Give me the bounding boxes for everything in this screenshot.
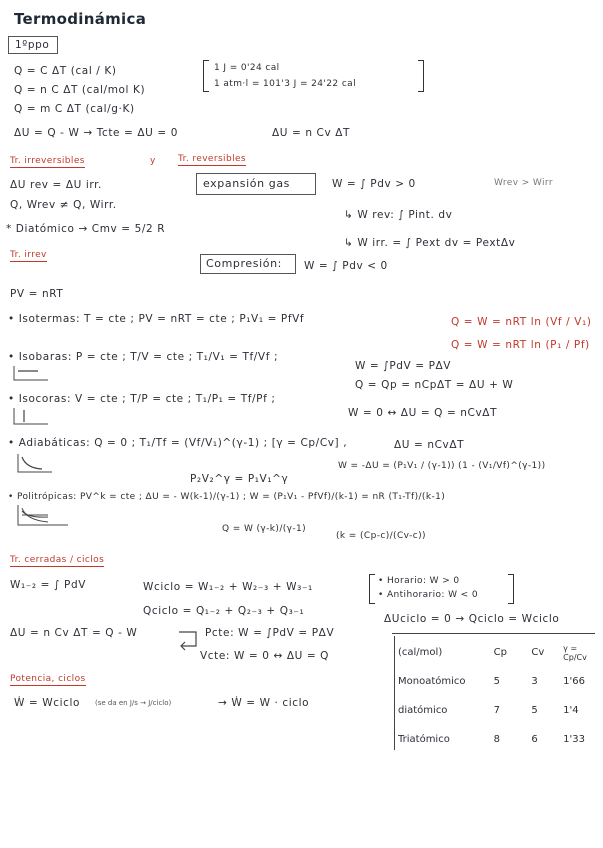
heading-irrev: Tr. irrev — [10, 250, 47, 260]
ideal-gas-law: PV = nRT — [10, 288, 64, 300]
compression-label: Compresión: — [206, 257, 282, 270]
heat-eq-2: Q = n C ΔT (cal/mol K) — [14, 84, 146, 96]
work-cycle: Wciclo = W₁₋₂ + W₂₋₃ + W₃₋₁ — [143, 581, 313, 593]
conversion-1: 1 J = 0'24 cal — [214, 63, 280, 73]
gamma-value: 1'4 — [563, 705, 579, 716]
cycle-bracket-left — [369, 574, 375, 604]
table-left-rule — [394, 636, 395, 750]
work-expansion: W = ∫ Pdv > 0 — [332, 178, 416, 190]
du-rev-irr: ΔU rev = ΔU irr. — [10, 179, 102, 191]
const-volume: Vcte: W = 0 ↔ ΔU = Q — [200, 650, 330, 662]
header-cp: Cp — [493, 647, 508, 658]
isobaric-graph-icon — [10, 364, 50, 384]
conversion-bracket-right — [418, 60, 424, 92]
gas-type: Monoatómico — [398, 676, 466, 687]
principle-tag: 1ºppo — [15, 39, 50, 51]
cp-value: 5 — [493, 676, 501, 687]
first-law: ΔU = Q - W → Tcte = ΔU = 0 — [14, 127, 178, 139]
power-equation: Ẇ = Wciclo — [14, 697, 81, 709]
expansion-label: expansión gas — [203, 177, 291, 190]
diatomic-note: * Diatómico → Cmv = 5/2 R — [6, 223, 166, 235]
cv-value: 5 — [531, 705, 538, 716]
page-title: Termodinámica — [14, 10, 147, 28]
isochoric: • Isocoras: V = cte ; T/P = cte ; T₁/P₁ = Tf/Pf ; — [8, 393, 276, 405]
work-reversible: ↳ W rev: ∫ Pint. dv — [344, 209, 453, 221]
heading-reversible: Tr. reversibles — [178, 154, 247, 164]
heading-and: y — [150, 156, 156, 166]
isochoric-result: W = 0 ↔ ΔU = Q = nCvΔT — [348, 407, 498, 419]
cp-value: 8 — [493, 734, 501, 745]
heading-power-cycles: Potencia, ciclos — [10, 674, 86, 684]
polytropic-graph-icon — [14, 503, 86, 529]
isobaric: • Isobaras: P = cte ; T/V = cte ; T₁/V₁ = Tf/Vf ; — [8, 351, 279, 363]
heat-eq-1: Q = C ΔT (cal / K) — [14, 65, 117, 77]
table-row — [398, 696, 603, 725]
wrev-gt-wirr: Wrev > Wirr — [494, 178, 553, 188]
isothermal-result-2: Q = W = nRT ln (P₁ / Pf) — [451, 339, 590, 351]
conversion-2: 1 atm·l = 101'3 J = 24'22 cal — [214, 79, 356, 89]
heat-cycle: Qciclo = Q₁₋₂ + Q₂₋₃ + Q₃₋₁ — [143, 605, 305, 617]
compression-box — [200, 254, 296, 274]
const-pressure: Pcte: W = ∫PdV = PΔV — [205, 627, 335, 639]
cv-value: 6 — [531, 734, 538, 745]
polytropic-k: (k = (Cp-c)/(Cv-c)) — [336, 531, 426, 541]
table-header-row — [398, 638, 603, 667]
conversion-bracket-left — [203, 60, 209, 92]
work-irreversible: ↳ W irr. = ∫ Pext dv = PextΔv — [344, 237, 516, 249]
isobaric-work: W = ∫PdV = PΔV — [355, 360, 452, 372]
table-row — [398, 667, 603, 696]
branch-arrow-icon — [176, 628, 202, 652]
table-row — [398, 725, 603, 754]
cv-value: 3 — [531, 676, 538, 687]
power-note: (se da en J/s → J/ciclo) — [95, 699, 172, 707]
gamma-value: 1'66 — [563, 676, 586, 687]
adiabatic-du: ΔU = nCvΔT — [394, 439, 465, 451]
cycle-counterclockwise: • Antihorario: W < 0 — [378, 590, 478, 600]
principle-tag-box — [8, 36, 58, 54]
q-w-rev-irr: Q, Wrev ≠ Q, Wirr. — [10, 199, 117, 211]
adiabatic-relation: P₂V₂^γ = P₁V₁^γ — [190, 473, 289, 485]
heat-capacity-table — [398, 638, 603, 754]
heading-irreversible: Tr. irreversibles — [10, 156, 85, 166]
header-unit: (cal/mol) — [398, 647, 443, 658]
adiabatic-work: W = -ΔU = (P₁V₁ / (γ-1)) (1 - (V₁/Vf)^(γ-1)) — [338, 461, 546, 471]
power-result: → Ẇ = W · ciclo — [218, 697, 310, 709]
isothermal: • Isotermas: T = cte ; PV = nRT = cte ; P₁V₁ = PfVf — [8, 313, 305, 325]
isobaric-heat: Q = Qp = nCpΔT = ΔU + W — [355, 379, 514, 391]
gamma-value: 1'33 — [563, 734, 586, 745]
cycle-du: ΔU = n Cv ΔT = Q - W — [10, 627, 138, 639]
table-top-rule — [392, 633, 595, 634]
cycle-bracket-right — [508, 574, 514, 604]
isochoric-graph-icon — [10, 406, 50, 428]
adiabatic: • Adiabáticas: Q = 0 ; T₁/Tf = (Vf/V₁)^(γ-1) ; [γ = Cp/Cv] , — [8, 437, 348, 449]
work-1-2: W₁₋₂ = ∫ PdV — [10, 579, 87, 591]
work-compression: W = ∫ Pdv < 0 — [304, 260, 388, 272]
header-gamma: γ = Cp/Cv — [563, 643, 587, 662]
gas-type: diatómico — [398, 705, 448, 716]
header-cv: Cv — [531, 647, 545, 658]
polytropic-heat: Q = W (γ-k)/(γ-1) — [222, 524, 307, 534]
heat-eq-3: Q = m C ΔT (cal/g·K) — [14, 103, 135, 115]
adiabatic-graph-icon — [14, 452, 54, 476]
cycle-clockwise: • Horario: W > 0 — [378, 576, 460, 586]
polytropic: • Politrópicas: PV^k = cte ; ΔU = - W(k-1)/(γ-1) ; W = (P₁V₁ - PfVf)/(k-1) = nR (T₁-Tf)/(k-1) — [8, 492, 446, 502]
internal-energy: ΔU = n Cv ΔT — [272, 127, 351, 139]
cp-value: 7 — [493, 705, 501, 716]
gas-type: Triatómico — [398, 734, 450, 745]
isothermal-result-1: Q = W = nRT ln (Vf / V₁) — [451, 316, 592, 328]
heading-closed-cycles: Tr. cerradas / ciclos — [10, 555, 105, 565]
cycle-energy: ΔUciclo = 0 → Qciclo = Wciclo — [384, 613, 560, 625]
expansion-box — [196, 173, 316, 195]
